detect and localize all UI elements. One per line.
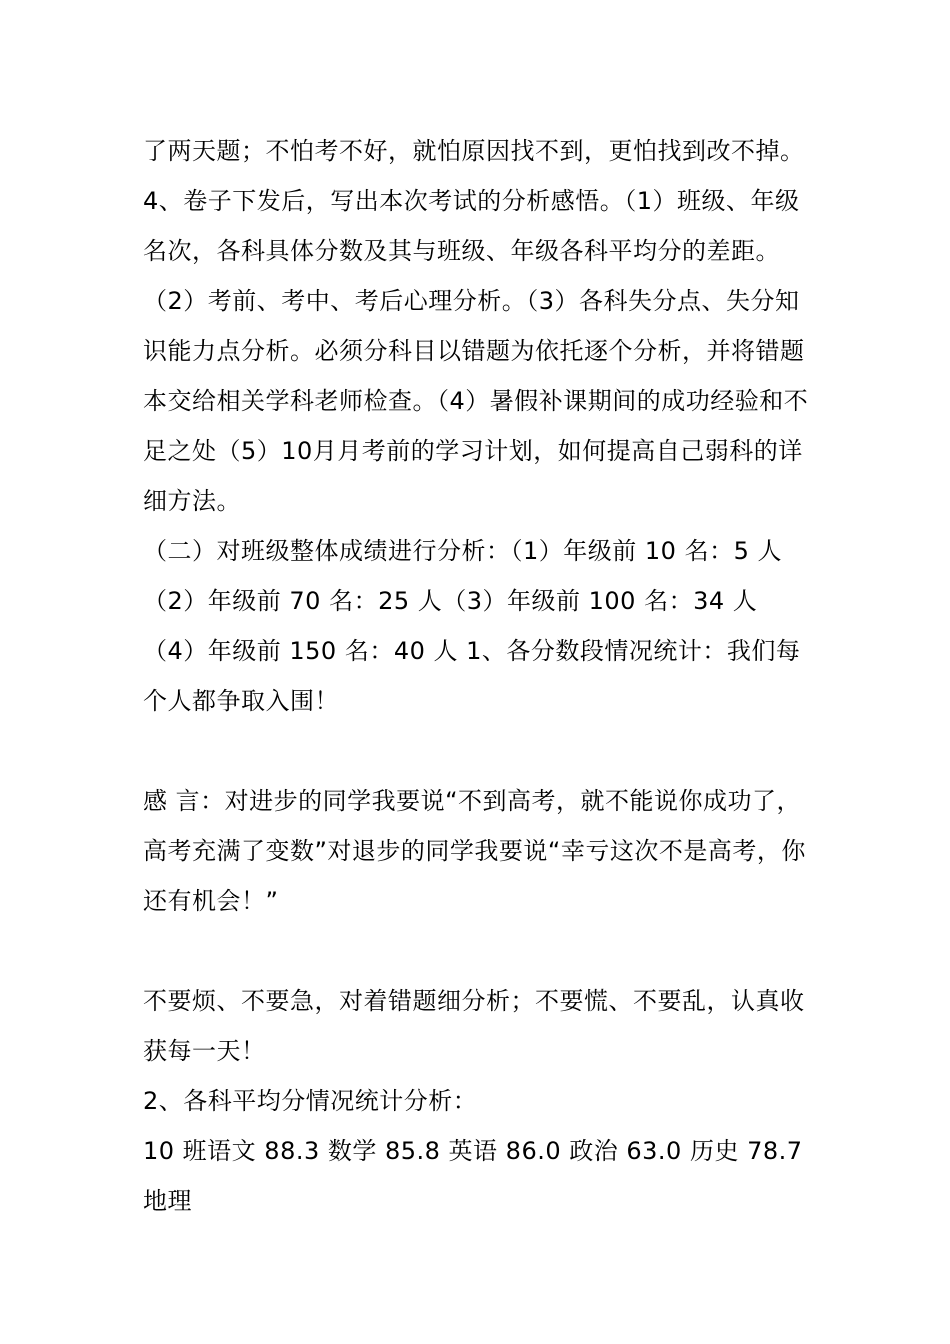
paragraph-item-2-heading: 2、各科平均分情况统计分析： — [143, 1087, 478, 1115]
document-body — [143, 126, 809, 1226]
paragraph-class-analysis: （二）对班级整体成绩进行分析：（1）年级前 10 名：5 人（2）年级前 70 名：25 人（3）年级前 100 名：34 人（4）年级前 150 名：40 人 1、各分数段情况统计：我们每个人都争取入围！ — [143, 537, 801, 715]
paragraph-class-averages: 10 班语文 88.3 数学 85.8 英语 86.0 政治 63.0 历史 78.7 地理 — [143, 1137, 803, 1215]
paragraph-motto: 不要烦、不要急，对着错题细分析；不要慌、不要乱，认真收获每一天！ — [143, 987, 805, 1065]
paragraph-continuation: 了两天题；不怕考不好，就怕原因找不到，更怕找到改不掉。 — [143, 137, 805, 165]
paragraph-reflection: 感 言：对进步的同学我要说“不到高考，就不能说你成功了，高考充满了变数”对退步的同学我要说“幸亏这次不是高考，你还有机会！” — [143, 787, 806, 915]
paragraph-spacer — [143, 926, 809, 976]
paragraph-spacer — [143, 726, 809, 776]
paragraph-item-4: 4、卷子下发后，写出本次考试的分析感悟。（1）班级、年级名次，各科具体分数及其与班级、年级各科平均分的差距。（2）考前、考中、考后心理分析。（3）各科失分点、失分知识能力点分析。必须分科目以错题为依托逐个分析，并将错题本交给相关学科老师检查。（4）暑假补课期间的成功经验和不足之处（5）10月月考前的学习计划，如何提高自己弱科的详细方法。 — [143, 187, 809, 515]
